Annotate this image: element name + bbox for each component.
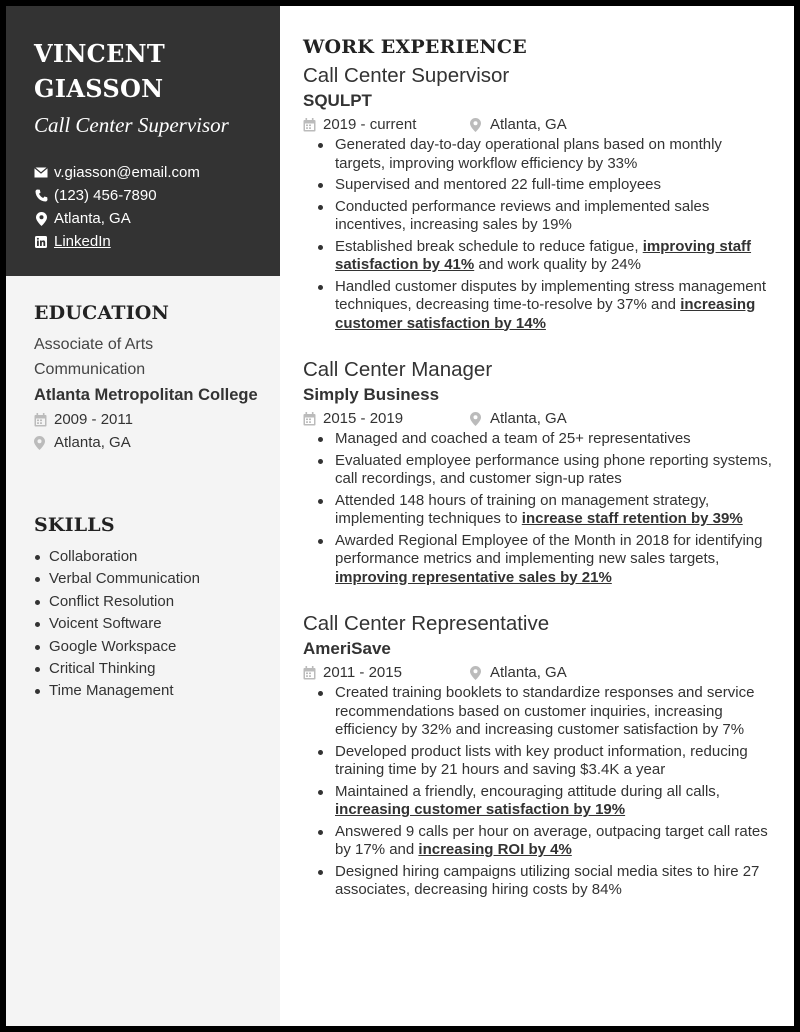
- skill-item: Critical Thinking: [34, 658, 274, 680]
- job-bullets: [335, 430, 773, 590]
- contact-phone: [34, 184, 280, 207]
- job-dates-text: 2011 - 2015: [323, 664, 402, 681]
- contact-info: [34, 161, 280, 253]
- company-name: Simply Business: [303, 385, 440, 404]
- education-location-text: Atlanta, GA: [54, 434, 131, 451]
- job-bullets: [335, 684, 773, 903]
- contact-email: [34, 161, 280, 184]
- map-pin-icon: [34, 436, 47, 450]
- job-entry: [303, 356, 773, 590]
- calendar-icon: [34, 413, 47, 427]
- skill-item: Verbal Communication: [34, 568, 274, 590]
- map-pin-icon: [34, 212, 48, 226]
- job-location: [470, 116, 567, 133]
- skill-item: Google Workspace: [34, 636, 274, 658]
- job-title: Call Center Manager: [303, 358, 493, 381]
- job-bullet: [335, 198, 773, 238]
- calendar-icon: [303, 666, 316, 680]
- education-location: [34, 431, 274, 454]
- bullet-text: Maintained a friendly, encouraging attitude during all calls,: [335, 782, 720, 800]
- left-column: [6, 6, 280, 1026]
- job-dates: [303, 664, 470, 681]
- job-location-text: Atlanta, GA: [490, 410, 567, 427]
- map-pin-icon: [470, 666, 483, 680]
- skills-heading: SKILLS: [34, 514, 115, 536]
- job-bullet: [335, 278, 773, 337]
- bullet-highlight: increasing ROI by 4%: [418, 841, 572, 858]
- bullet-text: Created training booklets to standardize responses and service recommendations based on customer inquiries, increasing efficiency by 32% and increasing customer satisfaction by 7%: [335, 684, 755, 738]
- bullet-highlight: improving staff satisfaction by 41%: [335, 237, 752, 273]
- field-of-study: Communication: [34, 361, 146, 378]
- skill-item: Collaboration: [34, 546, 274, 568]
- bullet-text: Attended 148 hours of training on management strategy, implementing techniques to: [335, 491, 710, 527]
- bullet-text: Awarded Regional Employee of the Month in 2018 for identifying performance metrics and implementing new sales targets,: [335, 531, 763, 567]
- school-name: Atlanta Metropolitan College: [34, 386, 258, 404]
- education-heading: EDUCATION: [34, 302, 170, 324]
- bullet-text: Answered 9 calls per hour on average, outpacing target call rates by 17% and: [335, 822, 768, 858]
- job-bullet: [335, 743, 773, 783]
- job-bullet: [335, 783, 773, 823]
- location-text: Atlanta, GA: [54, 210, 131, 227]
- job-bullet: [335, 430, 773, 452]
- job-meta: [303, 113, 773, 136]
- education-dates: [34, 408, 274, 431]
- phone-icon: [34, 189, 48, 203]
- skill-item: Time Management: [34, 680, 274, 702]
- bullet-text: Supervised and mentored 22 full-time employees: [335, 176, 662, 193]
- work-experience-section: [303, 36, 773, 903]
- bullet-text: Designed hiring campaigns utilizing social media sites to hire 27 associates, decreasing hiring costs by 84%: [335, 862, 760, 898]
- bullet-text-suffix: and work quality by 24%: [474, 256, 641, 273]
- name-line-2: GIASSON: [34, 74, 164, 103]
- candidate-title: Call Center Supervisor: [34, 113, 229, 137]
- phone-text: (123) 456-7890: [54, 187, 157, 204]
- bullet-highlight: improving representative sales by 21%: [335, 568, 612, 586]
- skills-list: [34, 546, 274, 703]
- job-meta: [303, 661, 773, 684]
- bullet-text: Conducted performance reviews and implemented sales incentives, increasing sales by 19%: [335, 197, 710, 233]
- job-dates-text: 2015 - 2019: [323, 410, 404, 427]
- degree: Associate of Arts: [34, 336, 154, 353]
- job-title: Call Center Representative: [303, 612, 550, 635]
- candidate-name: [34, 36, 280, 106]
- work-experience-heading: WORK EXPERIENCE: [303, 36, 527, 58]
- job-meta: [303, 407, 773, 430]
- job-entry: [303, 62, 773, 336]
- job-bullet: [335, 532, 773, 591]
- job-dates: [303, 410, 470, 427]
- email-text: v.giasson@email.com: [54, 164, 200, 181]
- resume-page: [6, 6, 794, 1026]
- bullet-text: Evaluated employee performance using phone reporting systems, call recordings, and customer sign-up rates: [335, 451, 772, 487]
- job-bullet: [335, 238, 773, 278]
- job-location: [470, 410, 567, 427]
- job-bullet: [335, 136, 773, 176]
- envelope-icon: [34, 166, 48, 180]
- bullet-highlight: increase staff retention by 39%: [521, 510, 743, 527]
- job-bullet: [335, 863, 773, 903]
- education-section: [34, 302, 274, 454]
- job-dates-text: 2019 - current: [323, 116, 417, 133]
- linkedin-icon: [34, 235, 48, 249]
- job-title: Call Center Supervisor: [303, 64, 510, 87]
- map-pin-icon: [470, 118, 483, 132]
- job-bullet: [335, 452, 773, 492]
- calendar-icon: [303, 118, 316, 132]
- name-line-1: VINCENT: [34, 39, 166, 68]
- bullet-text: Established break schedule to reduce fatigue,: [335, 237, 643, 255]
- company-name: AmeriSave: [303, 639, 391, 658]
- job-bullet: [335, 176, 773, 198]
- calendar-icon: [303, 412, 316, 426]
- job-bullet: [335, 684, 773, 743]
- skills-section: [34, 514, 274, 703]
- contact-linkedin: [34, 230, 280, 253]
- job-entry: [303, 610, 773, 903]
- skill-item: Voicent Software: [34, 613, 274, 635]
- job-location-text: Atlanta, GA: [490, 116, 567, 133]
- bullet-highlight: increasing customer satisfaction by 14%: [335, 296, 756, 332]
- job-bullet: [335, 492, 773, 532]
- job-location-text: Atlanta, GA: [490, 664, 567, 681]
- job-bullets: [335, 136, 773, 336]
- map-pin-icon: [470, 412, 483, 426]
- jobs-list: [303, 62, 773, 903]
- skill-item: Conflict Resolution: [34, 591, 274, 613]
- job-dates: [303, 116, 470, 133]
- contact-location: [34, 207, 280, 230]
- bullet-text: Handled customer disputes by implementing stress management techniques, decreasing time-to-resolve by 37% and: [335, 277, 767, 313]
- resume-header: [6, 6, 280, 276]
- bullet-text: Managed and coached a team of 25+ representatives: [335, 430, 691, 447]
- bullet-highlight: increasing customer satisfaction by 19%: [335, 801, 626, 818]
- job-location: [470, 664, 567, 681]
- bullet-text: Generated day-to-day operational plans based on monthly targets, improving workflow efficiency by 33%: [335, 136, 722, 172]
- bullet-text: Developed product lists with key product information, reducing training time by 21 hours and saving $3.4K a year: [335, 742, 748, 778]
- linkedin-link[interactable]: LinkedIn: [54, 233, 111, 250]
- company-name: SQULPT: [303, 91, 372, 110]
- education-dates-text: 2009 - 2011: [54, 411, 133, 428]
- job-bullet: [335, 823, 773, 863]
